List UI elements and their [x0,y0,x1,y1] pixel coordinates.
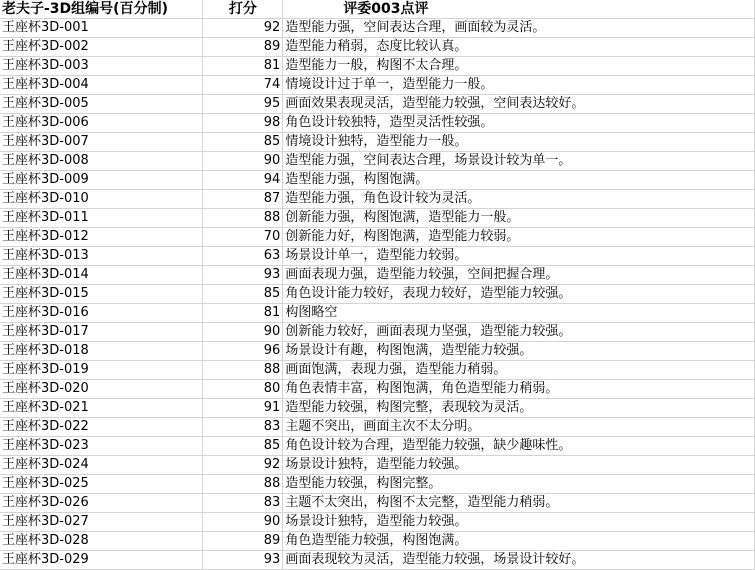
score-cell[interactable]: 63 [203,247,283,266]
id-cell[interactable]: 王座杯3D-011 [0,209,203,228]
table-row [0,323,755,342]
score-cell[interactable]: 94 [203,171,283,190]
table-row [0,361,755,380]
score-cell[interactable]: 89 [203,532,283,551]
comment-cell[interactable]: 情境设计独特，造型能力一般。 [283,133,755,152]
comment-cell[interactable]: 造型能力强，构图饱满。 [283,171,755,190]
table-row [0,19,755,38]
comment-cell[interactable]: 造型能力稍弱，态度比较认真。 [283,38,755,57]
id-cell[interactable]: 王座杯3D-023 [0,437,203,456]
comment-cell[interactable]: 场景设计有趣，构图饱满，造型能力较强。 [283,342,755,361]
score-cell[interactable]: 96 [203,342,283,361]
table-row [0,152,755,171]
score-cell[interactable]: 85 [203,437,283,456]
id-cell[interactable]: 王座杯3D-002 [0,38,203,57]
comment-cell[interactable]: 角色表情丰富，构图饱满，角色造型能力稍弱。 [283,380,755,399]
score-cell[interactable]: 92 [203,19,283,38]
comment-cell[interactable]: 造型能力较强，构图完整。 [283,475,755,494]
id-cell[interactable]: 王座杯3D-027 [0,513,203,532]
id-cell[interactable]: 王座杯3D-028 [0,532,203,551]
score-cell[interactable]: 93 [203,266,283,285]
table-row [0,285,755,304]
score-cell[interactable]: 88 [203,475,283,494]
score-cell[interactable]: 92 [203,456,283,475]
table-row [0,171,755,190]
comment-cell[interactable]: 场景设计单一，造型能力较弱。 [283,247,755,266]
comment-cell[interactable]: 构图略空 [283,304,755,323]
table-row [0,551,755,570]
id-cell[interactable]: 王座杯3D-007 [0,133,203,152]
table-row [0,342,755,361]
comment-cell[interactable]: 造型能力强，角色设计较为灵活。 [283,190,755,209]
score-cell[interactable]: 95 [203,95,283,114]
header-comment-cell[interactable]: 评委003点评 [283,0,755,19]
table-row [0,190,755,209]
comment-cell[interactable]: 画面效果表现灵活，造型能力较强，空间表达较好。 [283,95,755,114]
id-cell[interactable]: 王座杯3D-022 [0,418,203,437]
comment-cell[interactable]: 角色设计较独特，造型灵活性较强。 [283,114,755,133]
id-cell[interactable]: 王座杯3D-015 [0,285,203,304]
id-cell[interactable]: 王座杯3D-001 [0,19,203,38]
id-cell[interactable]: 王座杯3D-025 [0,475,203,494]
table-row [0,304,755,323]
comment-cell[interactable]: 主题不太突出，构图不太完整，造型能力稍弱。 [283,494,755,513]
table-row [0,76,755,95]
comment-cell[interactable]: 造型能力较强，构图完整，表现较为灵活。 [283,399,755,418]
table-row [0,57,755,76]
score-cell[interactable]: 83 [203,494,283,513]
id-cell[interactable]: 王座杯3D-008 [0,152,203,171]
score-cell[interactable]: 90 [203,152,283,171]
score-cell[interactable]: 70 [203,228,283,247]
header-score-cell[interactable]: 打分 [203,0,283,19]
comment-cell[interactable]: 画面饱满，表现力强，造型能力稍弱。 [283,361,755,380]
id-cell[interactable]: 王座杯3D-026 [0,494,203,513]
comment-cell[interactable]: 创新能力较好，画面表现力坚强，造型能力较强。 [283,323,755,342]
score-cell[interactable]: 83 [203,418,283,437]
comment-cell[interactable]: 创新能力强，构图饱满，造型能力一般。 [283,209,755,228]
id-cell[interactable]: 王座杯3D-005 [0,95,203,114]
id-cell[interactable]: 王座杯3D-014 [0,266,203,285]
table-row [0,266,755,285]
comment-cell[interactable]: 造型能力强，空间表达合理，场景设计较为单一。 [283,152,755,171]
id-cell[interactable]: 王座杯3D-009 [0,171,203,190]
comment-cell[interactable]: 画面表现较为灵活，造型能力较强，场景设计较好。 [283,551,755,570]
id-cell[interactable]: 王座杯3D-012 [0,228,203,247]
table-row [0,437,755,456]
table-row [0,456,755,475]
id-cell[interactable]: 王座杯3D-016 [0,304,203,323]
table-row [0,532,755,551]
table-row [0,114,755,133]
id-cell[interactable]: 王座杯3D-029 [0,551,203,570]
score-cell[interactable]: 90 [203,323,283,342]
table-row [0,133,755,152]
score-cell[interactable]: 85 [203,285,283,304]
table-row [0,418,755,437]
id-cell[interactable]: 王座杯3D-013 [0,247,203,266]
comment-cell[interactable]: 场景设计独特，造型能力较强。 [283,456,755,475]
comment-cell[interactable]: 造型能力强，空间表达合理，画面较为灵活。 [283,19,755,38]
comment-cell[interactable]: 角色造型能力较强，构图饱满。 [283,532,755,551]
score-cell[interactable]: 88 [203,361,283,380]
score-cell[interactable]: 88 [203,209,283,228]
id-cell[interactable]: 王座杯3D-018 [0,342,203,361]
id-cell[interactable]: 王座杯3D-003 [0,57,203,76]
score-cell[interactable]: 81 [203,57,283,76]
score-cell[interactable]: 98 [203,114,283,133]
id-cell[interactable]: 王座杯3D-020 [0,380,203,399]
table-row [0,228,755,247]
table-row [0,399,755,418]
table-row [0,475,755,494]
table-row [0,38,755,57]
score-cell[interactable]: 93 [203,551,283,570]
score-cell[interactable]: 91 [203,399,283,418]
table-row [0,209,755,228]
table-row [0,380,755,399]
id-cell[interactable]: 王座杯3D-017 [0,323,203,342]
score-cell[interactable]: 81 [203,304,283,323]
id-cell[interactable]: 王座杯3D-004 [0,76,203,95]
comment-cell[interactable]: 情境设计过于单一，造型能力一般。 [283,76,755,95]
score-cell[interactable]: 87 [203,190,283,209]
score-cell[interactable]: 80 [203,380,283,399]
table-row [0,247,755,266]
table-row [0,494,755,513]
table-row [0,513,755,532]
score-cell[interactable]: 89 [203,38,283,57]
comment-cell[interactable]: 造型能力一般，构图不太合理。 [283,57,755,76]
score-cell[interactable]: 74 [203,76,283,95]
id-cell[interactable]: 王座杯3D-024 [0,456,203,475]
id-cell[interactable]: 王座杯3D-021 [0,399,203,418]
id-cell[interactable]: 王座杯3D-010 [0,190,203,209]
header-row [0,0,755,19]
id-cell[interactable]: 王座杯3D-019 [0,361,203,380]
comment-cell[interactable]: 角色设计较为合理，造型能力较强，缺少趣味性。 [283,437,755,456]
comment-cell[interactable]: 画面表现力强，造型能力较强，空间把握合理。 [283,266,755,285]
comment-cell[interactable]: 角色设计能力较好，表现力较好，造型能力较强。 [283,285,755,304]
comment-cell[interactable]: 主题不突出，画面主次不太分明。 [283,418,755,437]
comment-cell[interactable]: 场景设计独特，造型能力较强。 [283,513,755,532]
id-cell[interactable]: 王座杯3D-006 [0,114,203,133]
table-row [0,95,755,114]
comment-cell[interactable]: 创新能力好，构图饱满，造型能力较弱。 [283,228,755,247]
score-cell[interactable]: 85 [203,133,283,152]
score-cell[interactable]: 90 [203,513,283,532]
header-id-cell[interactable]: 老夫子-3D组编号(百分制) [0,0,203,19]
